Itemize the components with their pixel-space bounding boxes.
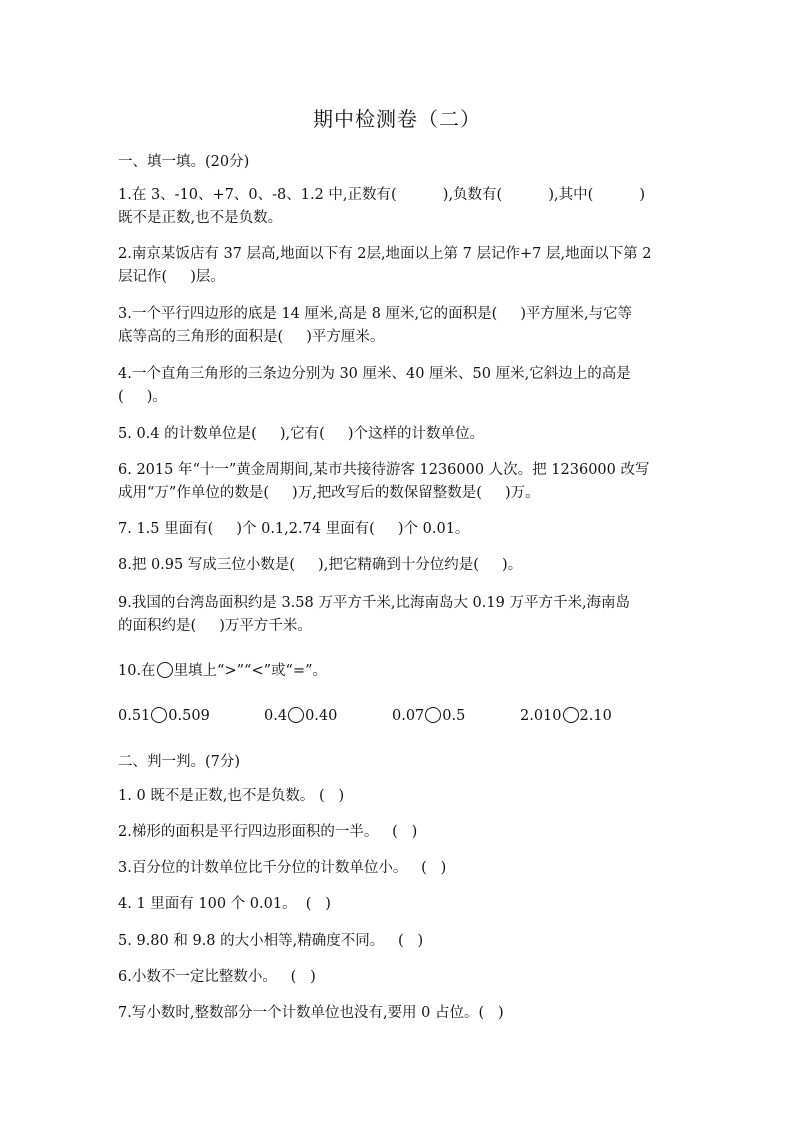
question-1: 1.在 3、-10、+7、0、-8、1.2 中,正数有( ),负数有( ),其中( ) 既不是正数,也不是负数。 [118, 187, 646, 226]
answer-circle-icon[interactable] [425, 707, 441, 723]
answer-circle-icon[interactable] [288, 707, 304, 723]
section-2-heading: 二、判一判。(7分) [118, 754, 241, 770]
question-10: 10.在 里填上“>”“<”或“=”。 [118, 663, 327, 679]
question-7: 7. 1.5 里面有( )个 0.1,2.74 里面有( )个 0.01。 [118, 521, 470, 537]
judge-item-4: 4. 1 里面有 100 个 0.01。 ( ) [118, 896, 331, 912]
question-6: 6. 2015 年“十一”黄金周期间,某市共接待游客 1236000 人次。把 1236000 改写 成用“万”作单位的数是( )万,把改写后的数保留整数是( )万。 [118, 462, 650, 501]
question-2: 2.南京某饭店有 37 层高,地面以下有 2层,地面以上第 7 层记作+7 层,地面以下第 2 层记作( )层。 [118, 246, 652, 285]
judge-item-5: 5. 9.80 和 9.8 的大小相等,精确度不同。 ( ) [118, 933, 424, 949]
judge-item-1: 1. 0 既不是正数,也不是负数。 ( ) [118, 788, 345, 804]
question-5: 5. 0.4 的计数单位是( ),它有( )个这样的计数单位。 [118, 426, 484, 442]
answer-circle-icon[interactable] [563, 707, 579, 723]
judge-item-2: 2.梯形的面积是平行四边形面积的一半。 ( ) [118, 824, 418, 840]
section-1-heading: 一、填一填。(20分) [118, 154, 250, 170]
question-9: 9.我国的台湾岛面积约是 3.58 万平方千米,比海南岛大 0.19 万平方千米,海南岛 的面积约是( )万平方千米。 [118, 595, 631, 634]
comparison-item: 0.4 0.40 [264, 708, 338, 724]
question-4: 4.一个直角三角形的三条边分别为 30 厘米、40 厘米、50 厘米,它斜边上的高是 ( )。 [118, 366, 631, 405]
answer-circle-icon [157, 662, 173, 678]
judge-item-7: 7.写小数时,整数部分一个计数单位也没有,要用 0 占位。( ) [118, 1005, 504, 1021]
comparison-item: 2.010 2.10 [520, 708, 612, 724]
comparison-item: 0.51 0.509 [118, 708, 210, 724]
page-title: 期中检测卷（二） [313, 107, 481, 131]
question-8: 8.把 0.95 写成三位小数是( ),把它精确到十分位约是( )。 [118, 557, 523, 573]
comparison-item: 0.07 0.5 [392, 708, 466, 724]
answer-circle-icon[interactable] [151, 707, 167, 723]
question-3: 3.一个平行四边形的底是 14 厘米,高是 8 厘米,它的面积是( )平方厘米,与它等 底等高的三角形的面积是( )平方厘米。 [118, 306, 633, 345]
judge-item-6: 6.小数不一定比整数小。 ( ) [118, 969, 316, 985]
judge-item-3: 3.百分位的计数单位比千分位的计数单位小。 ( ) [118, 860, 447, 876]
